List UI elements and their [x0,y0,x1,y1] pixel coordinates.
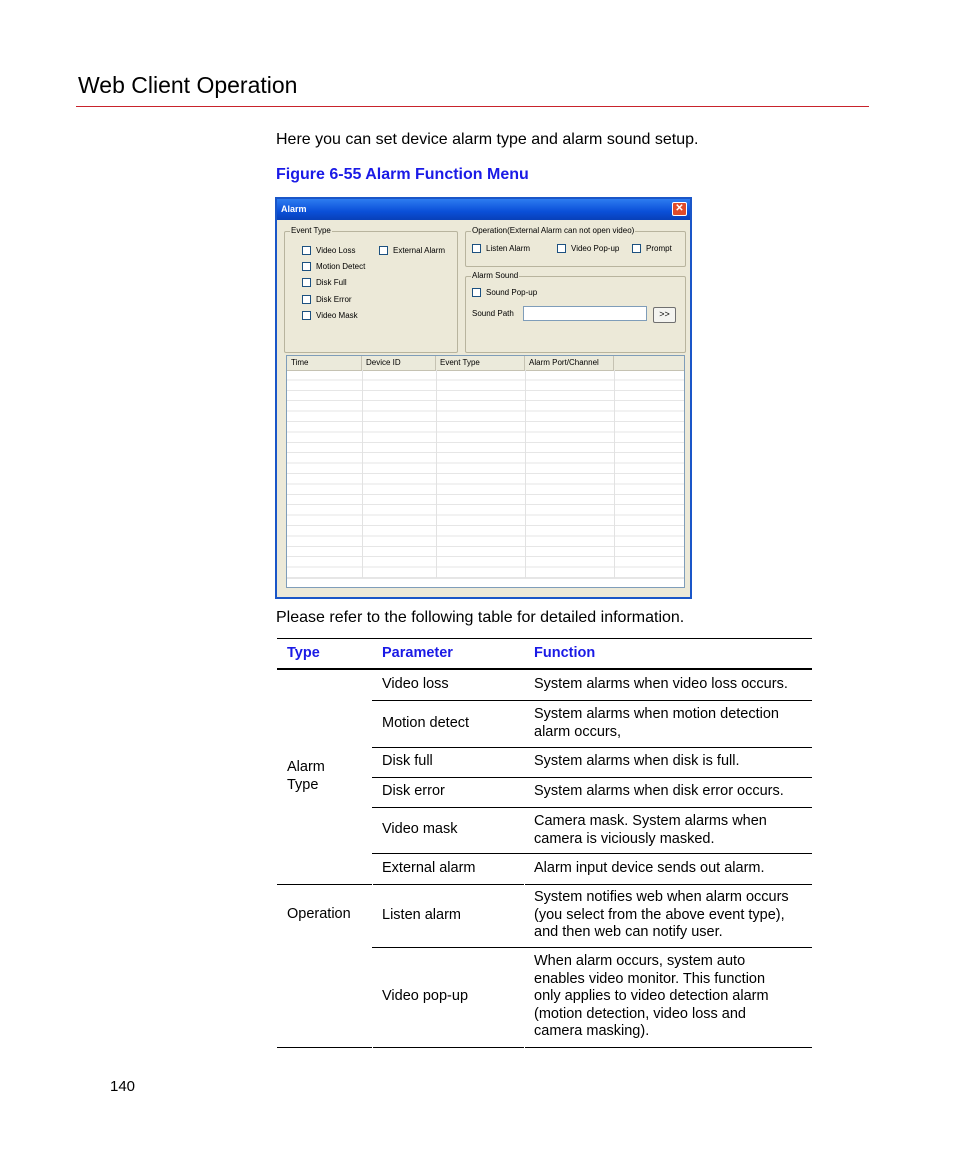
table-rule [372,807,812,808]
disk-full-checkbox[interactable] [302,278,347,287]
type-cell-operation: Operation [287,906,351,922]
function-cell: System alarms when disk is full. [534,753,740,769]
external-alarm-checkbox[interactable] [379,246,445,255]
disk-error-label: Disk Error [316,295,352,304]
parameter-cell: Disk error [382,783,445,799]
function-cell: Camera mask. System alarms when camera is viciously masked. [534,813,767,847]
prompt-checkbox[interactable] [632,244,672,253]
disk-full-label: Disk Full [316,278,347,287]
function-cell: System alarms when video loss occurs. [534,676,788,692]
column-divider [614,370,615,587]
video-popup-label: Video Pop-up [571,244,620,253]
listen-alarm-checkbox[interactable] [472,244,530,253]
checkbox-box-icon [302,262,311,271]
table-rule [372,853,812,854]
video-loss-checkbox[interactable] [302,246,355,255]
column-alarm-port[interactable]: Alarm Port/Channel [525,356,614,370]
operation-group [465,226,686,267]
browse-button[interactable]: >> [653,307,676,323]
table-rule [372,777,812,778]
function-cell: When alarm occurs, system auto enables video monitor. This function only applies to video detection alarm (motion detection, video loss and camera masking). [534,953,769,1039]
function-cell: System alarms when motion detection alarm occurs, [534,706,779,740]
alarm-list-scrollbar[interactable] [287,578,684,587]
column-time[interactable]: Time [287,356,362,370]
table-rule [277,638,812,639]
checkbox-box-icon [557,244,566,253]
sound-popup-label: Sound Pop-up [486,288,538,297]
column-divider [436,370,437,587]
table-rule [525,884,812,885]
video-loss-label: Video Loss [316,246,356,255]
operation-legend: Operation(External Alarm can not open video) [472,226,635,235]
checkbox-box-icon [302,246,311,255]
parameter-cell: Motion detect [382,715,470,731]
page-title: Web Client Operation [78,72,298,98]
table-rule [372,947,812,948]
parameter-cell: Video pop-up [382,988,469,1004]
page-number: 140 [110,1078,136,1095]
table-rule [373,884,524,885]
header-parameter: Parameter [382,645,453,661]
alarm-sound-group [465,271,686,353]
video-popup-checkbox[interactable] [557,244,619,253]
table-rule [373,1047,524,1048]
column-event-type[interactable]: Event Type [436,356,525,370]
checkbox-box-icon [302,278,311,287]
event-type-group [284,226,458,353]
parameter-cell: External alarm [382,860,476,876]
dialog-titlebar [277,199,690,220]
alarm-list[interactable] [286,355,685,588]
event-type-legend: Event Type [291,226,331,235]
parameter-cell: Video mask [382,821,458,837]
checkbox-box-icon [379,246,388,255]
table-rule [525,1047,812,1048]
parameter-cell: Video loss [382,676,449,692]
column-device-id[interactable]: Device ID [362,356,436,370]
checkbox-box-icon [472,288,481,297]
checkbox-box-icon [302,295,311,304]
function-cell: Alarm input device sends out alarm. [534,860,765,876]
function-cell: System notifies web when alarm occurs (you select from the above event type), and then web can notify user. [534,889,789,940]
table-rule [372,747,812,748]
motion-detect-label: Motion Detect [316,262,366,271]
checkbox-box-icon [302,311,311,320]
function-cell: System alarms when disk error occurs. [534,783,784,799]
title-rule [76,106,869,107]
alarm-list-gridlines [287,370,684,587]
parameter-cell: Disk full [382,753,433,769]
checkbox-box-icon [472,244,481,253]
column-divider [362,370,363,587]
video-mask-label: Video Mask [316,311,358,320]
listen-alarm-label: Listen Alarm [486,244,531,253]
checkbox-box-icon [632,244,641,253]
dialog-title: Alarm [281,204,307,214]
close-icon[interactable]: ✕ [672,202,687,216]
sound-path-label: Sound Path [472,309,514,318]
parameter-cell: Listen alarm [382,907,461,923]
external-alarm-label: External Alarm [393,246,446,255]
header-type: Type [287,645,320,661]
sound-path-input[interactable] [523,306,647,321]
sound-popup-checkbox[interactable] [472,288,537,297]
disk-error-checkbox[interactable] [302,295,352,304]
motion-detect-checkbox[interactable] [302,262,365,271]
prompt-label: Prompt [646,244,672,253]
figure-caption: Figure 6-55 Alarm Function Menu [276,166,529,183]
intro-text: Here you can set device alarm type and alarm sound setup. [276,131,699,148]
type-cell-alarm-type: Alarm Type [287,759,325,793]
table-rule [372,700,812,701]
table-rule [277,1047,372,1048]
alarm-list-header [287,356,684,371]
header-function: Function [534,645,596,661]
alarm-sound-legend: Alarm Sound [472,271,519,280]
refer-text: Please refer to the following table for detailed information. [276,609,685,626]
video-mask-checkbox[interactable] [302,311,358,320]
column-divider [525,370,526,587]
table-rule [277,884,372,885]
alarm-dialog [275,197,692,599]
table-rule [277,668,812,670]
